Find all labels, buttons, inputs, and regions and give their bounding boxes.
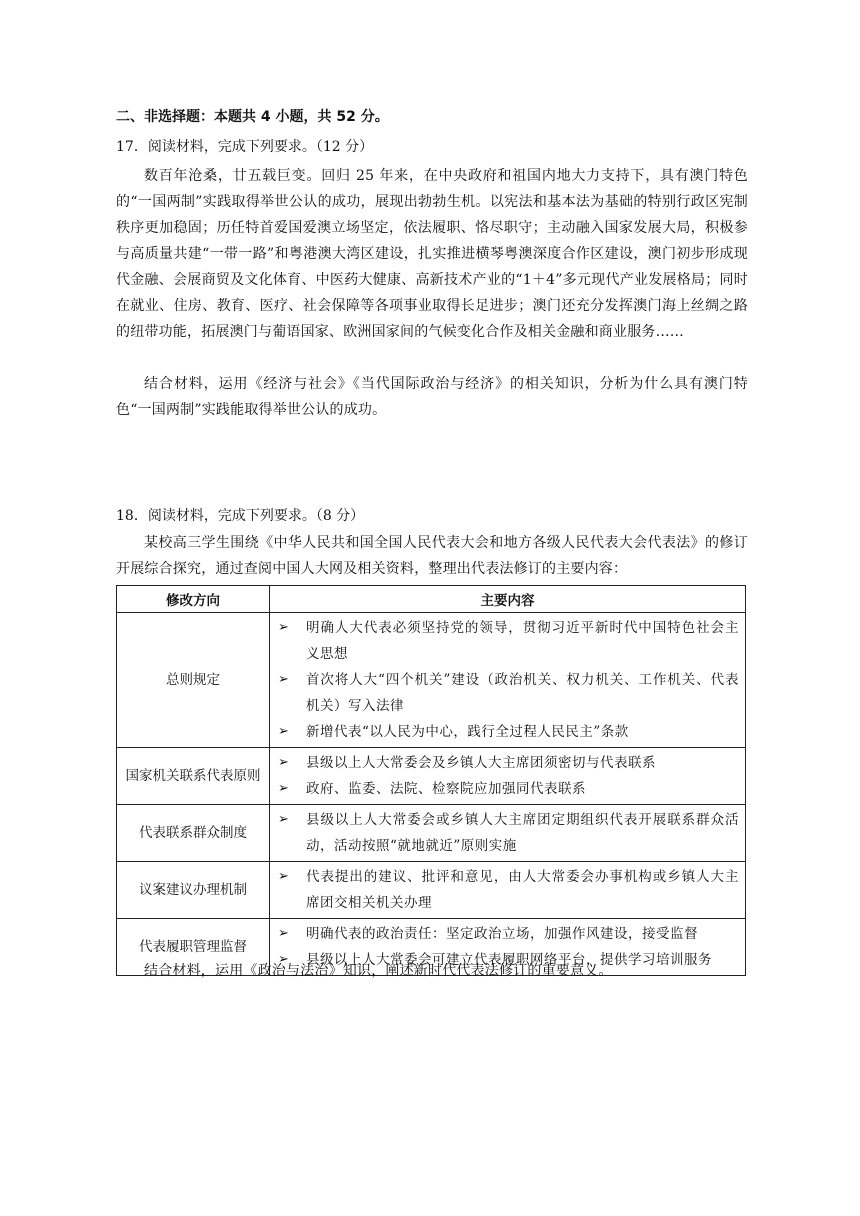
arrow-bullet-icon: ➢ xyxy=(278,755,290,770)
direction-cell: 代表履职管理监督 xyxy=(117,919,270,976)
item-text: 明确人大代表必须坚持党的领导，贯彻习近平新时代中国特色社会主义思想 xyxy=(306,620,739,662)
question-17-prompt: 结合材料，运用《经济与社会》《当代国际政治与经济》的相关知识，分析为什么具有澳门特色“一国两制”实践能取得举世公认的成功。 xyxy=(116,376,748,418)
direction-cell: 总则规定 xyxy=(117,613,270,748)
arrow-bullet-icon: ➢ xyxy=(278,620,290,635)
list-item xyxy=(270,864,739,916)
item-text: 首次将人大“四个机关”建设（政治机关、权力机关、工作机关、代表机关）写入法律 xyxy=(306,672,739,714)
question-17-heading: 17．阅读材料，完成下列要求。（12 分） xyxy=(116,139,374,155)
list-item xyxy=(270,776,739,802)
section-title: 二、非选择题：本题共 4 小题，共 52 分。 xyxy=(116,109,389,125)
table-row xyxy=(117,613,746,748)
direction-cell: 议案建议办理机制 xyxy=(117,862,270,919)
question-18-heading: 18．阅读材料，完成下列要求。（8 分） xyxy=(116,508,365,524)
content-cell xyxy=(270,748,746,805)
list-item xyxy=(270,719,739,745)
arrow-bullet-icon: ➢ xyxy=(278,952,290,967)
arrow-bullet-icon: ➢ xyxy=(278,869,290,884)
direction-cell: 国家机关联系代表原则 xyxy=(117,748,270,805)
revision-table xyxy=(116,585,746,976)
question-18-prompt: 结合材料，运用《政治与法治》知识，阐述新时代代表法修订的重要意义。 xyxy=(144,963,613,979)
arrow-bullet-icon: ➢ xyxy=(278,812,290,827)
table-row xyxy=(117,748,746,805)
list-item xyxy=(270,667,739,719)
item-text: 代表提出的建议、批评和意见，由人大常委会办事机构或乡镇人大主席团交相关机关办理 xyxy=(306,869,739,911)
arrow-bullet-icon: ➢ xyxy=(278,926,290,941)
item-text: 明确代表的政治责任：坚定政治立场，加强作风建设，接受监督 xyxy=(306,926,698,942)
arrow-bullet-icon: ➢ xyxy=(278,672,290,687)
item-text: 县级以上人大常委会或乡镇人大主席团定期组织代表开展联系群众活动，活动按照“就地就近”原则实施 xyxy=(306,812,739,854)
list-item xyxy=(270,807,739,859)
table-header-row xyxy=(117,586,746,613)
item-text: 新增代表“以人民为中心，践行全过程人民民主”条款 xyxy=(306,724,629,740)
item-text: 政府、监委、法院、检察院应加强同代表联系 xyxy=(306,781,586,797)
content-cell xyxy=(270,805,746,862)
item-text: 县级以上人大常委会可建立代表履职网络平台，提供学习培训服务 xyxy=(306,952,712,968)
list-item xyxy=(270,615,739,667)
content-cell xyxy=(270,862,746,919)
header-direction: 修改方向 xyxy=(117,586,270,613)
question-17-material: 数百年沧桑，廿五载巨变。回归 25 年来，在中央政府和祖国内地大力支持下，具有澳门特色的“一国两制”实践取得举世公认的成功，展现出勃勃生机。以宪法和基本法为基础的特别行政区宪制秩序更加稳固；历任特首爱国爱澳立场坚定，依法履职、恪尽职守；主动融入国家发展大局，积极参与高质量共建“一带一路”和粤港澳大湾区建设，扎实推进横琴粤澳深度合作区建设，澳门初步形成现代金融、会展商贸及文化体育、中医药大健康、高新技术产业的“1＋4”多元现代产业发展格局；同时在就业、住房、教育、医疗、社会保障等各项事业取得长足进步；澳门还充分发挥澳门海上丝绸之路的纽带功能，拓展澳门与葡语国家、欧洲国家间的气候变化合作及相关金融和商业服务…… xyxy=(116,168,748,340)
item-text: 县级以上人大常委会及乡镇人大主席团须密切与代表联系 xyxy=(306,755,656,771)
table-row xyxy=(117,862,746,919)
header-content: 主要内容 xyxy=(270,586,746,613)
table-row xyxy=(117,805,746,862)
question-18-material: 某校高三学生围绕《中华人民共和国全国人民代表大会和地方各级人民代表大会代表法》的修订开展综合探究，通过查阅中国人大网及相关资料，整理出代表法修订的主要内容： xyxy=(116,535,748,577)
arrow-bullet-icon: ➢ xyxy=(278,724,290,739)
content-cell xyxy=(270,613,746,748)
direction-cell: 代表联系群众制度 xyxy=(117,805,270,862)
list-item xyxy=(270,921,739,947)
arrow-bullet-icon: ➢ xyxy=(278,781,290,796)
list-item xyxy=(270,750,739,776)
